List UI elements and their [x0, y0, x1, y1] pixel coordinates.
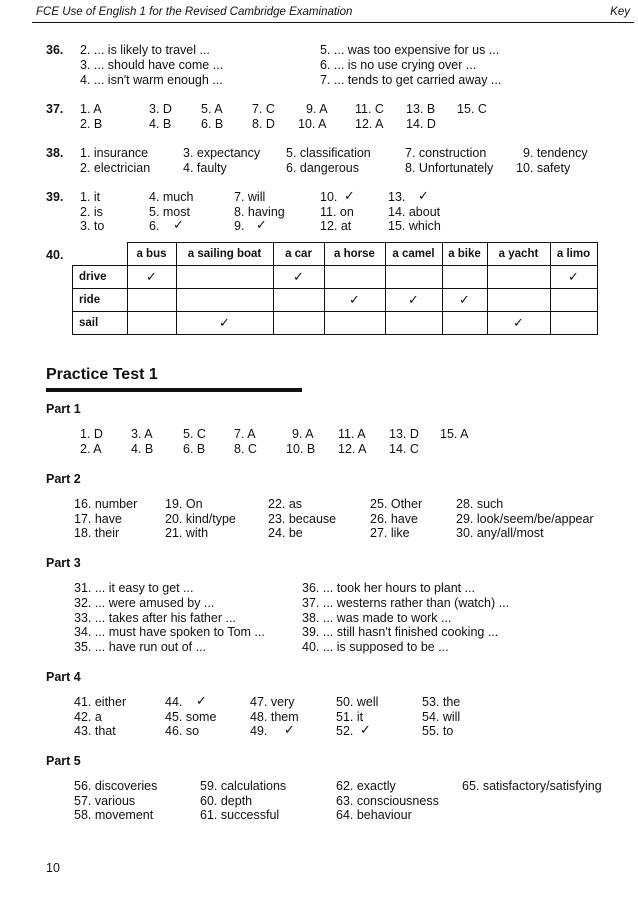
table-cell [487, 289, 550, 312]
header-rule [32, 22, 634, 23]
check-mark-icon: ✓ [418, 188, 429, 203]
answer-item: 43. that [74, 724, 116, 738]
vehicle-verb-table [72, 242, 598, 335]
answer-item: 64. behaviour [336, 808, 412, 822]
table-cell [273, 289, 324, 312]
answer-item: 8. Unfortunately [405, 161, 494, 175]
running-header-title: FCE Use of English 1 for the Revised Cambridge Examination [36, 6, 353, 18]
answer-item: 13. B [406, 102, 436, 116]
table-cell [127, 289, 176, 312]
column-header: a sailing boat [176, 243, 273, 266]
answer-item: 9. A [306, 102, 328, 116]
answer-item: 1. D [80, 427, 103, 441]
answer-item: 7. ... tends to get carried away ... [320, 73, 502, 87]
answer-item: 41. either [74, 695, 127, 709]
column-header: a yacht [487, 243, 550, 266]
answer-item: 2. is [80, 205, 103, 219]
answer-item: 61. successful [200, 808, 280, 822]
answer-item: 19. On [165, 497, 203, 511]
answer-item: 59. calculations [200, 779, 287, 793]
table-cell [487, 266, 550, 289]
question-number-39: 39. [46, 190, 64, 204]
question-number-36: 36. [46, 43, 64, 57]
column-header: a bus [127, 243, 176, 266]
answer-item: 6. [149, 219, 160, 233]
answer-item: 5. classification [286, 146, 371, 160]
answer-item: 12. A [355, 117, 384, 131]
check-mark-icon: ✓ [360, 722, 371, 737]
answer-item: 11. on [320, 205, 354, 219]
answer-item: 57. various [74, 794, 136, 808]
table-row [73, 289, 598, 312]
answer-item: 32. ... were amused by ... [74, 596, 215, 610]
answer-item: 3. to [80, 219, 105, 233]
answer-item: 9. tendency [523, 146, 588, 160]
answer-item: 58. movement [74, 808, 154, 822]
answer-item: 7. will [234, 190, 266, 204]
check-mark-icon: ✓ [196, 693, 207, 708]
answer-item: 29. look/seem/be/appear [456, 512, 594, 526]
table-cell: ✓ [442, 289, 487, 312]
answer-item: 45. some [165, 710, 217, 724]
answer-item: 1. it [80, 190, 101, 204]
answer-item: 10. safety [516, 161, 571, 175]
section-title: Practice Test 1 [46, 366, 158, 383]
answer-item: 26. have [370, 512, 418, 526]
answer-item: 35. ... have run out of ... [74, 640, 207, 654]
answer-item: 50. well [336, 695, 379, 709]
answer-item: 24. be [268, 526, 303, 540]
answer-item: 5. ... was too expensive for us ... [320, 43, 500, 57]
answer-item: 27. like [370, 526, 410, 540]
answer-item: 54. will [422, 710, 461, 724]
column-header: a bike [442, 243, 487, 266]
answer-item: 3. ... should have come ... [80, 58, 224, 72]
table-cell: ✓ [385, 289, 442, 312]
answer-item: 14. C [389, 442, 419, 456]
answer-item: 9. [234, 219, 245, 233]
part-heading-3: Part 3 [46, 556, 81, 570]
answer-item: 28. such [456, 497, 504, 511]
answer-item: 2. A [80, 442, 102, 456]
answer-item: 31. ... it easy to get ... [74, 581, 194, 595]
answer-item: 65. satisfactory/satisfying [462, 779, 602, 793]
answer-item: 4. B [131, 442, 154, 456]
answer-item: 25. Other [370, 497, 423, 511]
row-label: ride [73, 289, 128, 312]
answer-item: 5. A [201, 102, 223, 116]
answer-item: 10. A [298, 117, 327, 131]
answer-item: 5. C [183, 427, 206, 441]
answer-item: 6. dangerous [286, 161, 359, 175]
section-title-bar [46, 388, 302, 392]
check-mark-icon: ✓ [256, 217, 267, 232]
table-row [73, 312, 598, 335]
answer-item: 30. any/all/most [456, 526, 544, 540]
answer-item: 12. at [320, 219, 352, 233]
answer-item: 49. [250, 724, 268, 738]
answer-item: 12. A [338, 442, 367, 456]
table-cell [176, 266, 273, 289]
row-label: sail [73, 312, 128, 335]
check-mark-icon: ✓ [173, 217, 184, 232]
answer-item: 2. B [80, 117, 103, 131]
answer-item: 55. to [422, 724, 454, 738]
answer-item: 51. it [336, 710, 364, 724]
answer-item: 46. so [165, 724, 200, 738]
answer-item: 5. most [149, 205, 190, 219]
answer-item: 10. B [286, 442, 316, 456]
answer-item: 14. about [388, 205, 441, 219]
answer-item: 3. expectancy [183, 146, 261, 160]
answer-item: 7. A [234, 427, 256, 441]
answer-item: 21. with [165, 526, 209, 540]
answer-item: 16. number [74, 497, 138, 511]
answer-item: 13. D [389, 427, 419, 441]
answer-item: 7. construction [405, 146, 487, 160]
answer-item: 4. much [149, 190, 194, 204]
question-number-40: 40. [46, 248, 64, 262]
table-row [73, 266, 598, 289]
check-mark-icon: ✓ [284, 722, 295, 737]
answer-item: 10. [320, 190, 338, 204]
answer-item: 1. A [80, 102, 102, 116]
answer-item: 60. depth [200, 794, 253, 808]
answer-item: 15. A [440, 427, 469, 441]
table-cell [324, 312, 385, 335]
answer-item: 9. A [292, 427, 314, 441]
table-cell [273, 312, 324, 335]
row-label: drive [73, 266, 128, 289]
answer-item: 6. B [201, 117, 224, 131]
answer-item: 44. [165, 695, 183, 709]
column-header: a car [273, 243, 324, 266]
check-mark-icon: ✓ [344, 188, 355, 203]
table-cell: ✓ [127, 266, 176, 289]
answer-item: 42. a [74, 710, 102, 724]
answer-item: 23. because [268, 512, 337, 526]
table-corner-cell [73, 243, 128, 266]
answer-item: 22. as [268, 497, 303, 511]
answer-item: 11. C [355, 102, 384, 116]
answer-item: 4. faulty [183, 161, 227, 175]
answer-item: 8. having [234, 205, 285, 219]
answer-item: 40. ... is supposed to be ... [302, 640, 449, 654]
answer-item: 1. insurance [80, 146, 149, 160]
answer-item: 52. [336, 724, 354, 738]
answer-item: 33. ... takes after his father ... [74, 611, 236, 625]
answer-item: 34. ... must have spoken to Tom ... [74, 625, 265, 639]
table-header-row [73, 243, 598, 266]
part-heading-4: Part 4 [46, 670, 81, 684]
part-heading-1: Part 1 [46, 402, 81, 416]
question-number-38: 38. [46, 146, 64, 160]
table-cell: ✓ [273, 266, 324, 289]
table-cell [550, 312, 597, 335]
answer-item: 36. ... took her hours to plant ... [302, 581, 476, 595]
table-cell [385, 312, 442, 335]
part-heading-5: Part 5 [46, 754, 81, 768]
answer-item: 48. them [250, 710, 299, 724]
answer-item: 11. A [338, 427, 366, 441]
column-header: a camel [385, 243, 442, 266]
answer-item: 8. D [252, 117, 275, 131]
answer-item: 15. C [457, 102, 487, 116]
answer-item: 37. ... westerns rather than (watch) ... [302, 596, 510, 610]
column-header: a limo [550, 243, 597, 266]
answer-item: 53. the [422, 695, 461, 709]
column-header: a horse [324, 243, 385, 266]
answer-item: 18. their [74, 526, 120, 540]
answer-item: 2. ... is likely to travel ... [80, 43, 210, 57]
table-cell: ✓ [487, 312, 550, 335]
table-cell [385, 266, 442, 289]
answer-item: 47. very [250, 695, 295, 709]
table-cell [442, 312, 487, 335]
answer-item: 62. exactly [336, 779, 396, 793]
answer-item: 39. ... still hasn't finished cooking ... [302, 625, 499, 639]
answer-item: 20. kind/type [165, 512, 236, 526]
answer-item: 6. ... is no use crying over ... [320, 58, 477, 72]
table-cell [550, 289, 597, 312]
answer-item: 7. C [252, 102, 275, 116]
answer-item: 63. consciousness [336, 794, 439, 808]
table-cell: ✓ [324, 289, 385, 312]
answer-item: 3. D [149, 102, 172, 116]
answer-item: 17. have [74, 512, 122, 526]
answer-item: 2. electrician [80, 161, 151, 175]
answer-item: 14. D [406, 117, 436, 131]
answer-item: 56. discoveries [74, 779, 158, 793]
table-cell [324, 266, 385, 289]
question-number-37: 37. [46, 102, 64, 116]
table-cell [442, 266, 487, 289]
table-cell [127, 312, 176, 335]
answer-item: 3. A [131, 427, 153, 441]
running-header-key: Key [610, 6, 630, 18]
answer-item: 6. B [183, 442, 206, 456]
answer-item: 15. which [388, 219, 441, 233]
answer-item: 13. [388, 190, 406, 204]
table-cell: ✓ [550, 266, 597, 289]
table-cell: ✓ [176, 312, 273, 335]
answer-item: 38. ... was made to work ... [302, 611, 452, 625]
part-heading-2: Part 2 [46, 472, 81, 486]
page-number: 10 [46, 861, 60, 875]
answer-item: 4. ... isn't warm enough ... [80, 73, 223, 87]
answer-item: 8. C [234, 442, 257, 456]
answer-item: 4. B [149, 117, 172, 131]
table-cell [176, 289, 273, 312]
